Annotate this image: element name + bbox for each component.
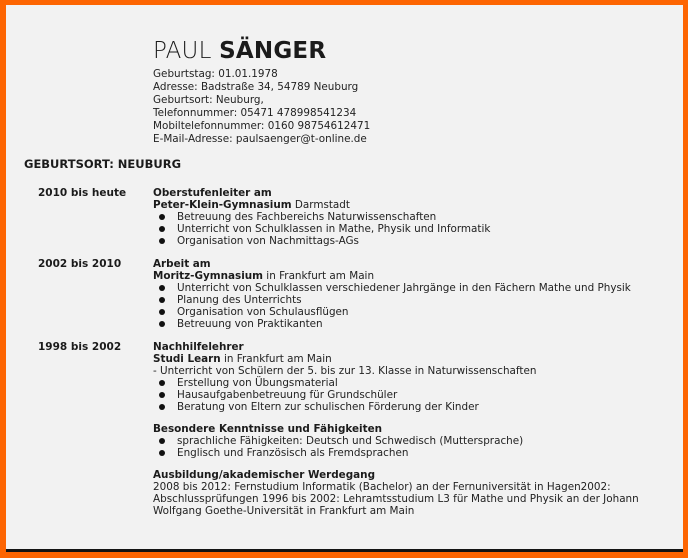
- list-item: [153, 235, 490, 247]
- contact-phone: Telefonnummer: 05471 478998541234: [153, 107, 357, 119]
- skills-bullets: [153, 435, 523, 459]
- list-item-text: Organisation von Schulausflügen: [177, 306, 349, 318]
- contact-birthday: Geburtstag: 01.01.1978: [153, 68, 278, 80]
- bullet-icon: [159, 226, 165, 232]
- list-item-text: Organisation von Nachmittags-AGs: [177, 235, 359, 247]
- entry-bullets: [153, 211, 490, 247]
- entry-bullets: [153, 377, 536, 413]
- skills-title: Besondere Kenntnisse und Fähigkeiten: [153, 423, 383, 435]
- list-item: [153, 447, 523, 459]
- entry-employer: [153, 199, 490, 211]
- education-line: Wolfgang Goethe-Universität in Frankfurt am Main: [153, 505, 415, 517]
- list-item: [153, 401, 536, 413]
- entry-location: in Frankfurt am Main: [220, 353, 332, 365]
- list-item-text: Unterricht von Schulklassen verschiedener Jahrgänge in den Fächern Mathe und Physik: [177, 282, 631, 294]
- bullet-icon: [159, 309, 165, 315]
- bullet-icon: [159, 392, 165, 398]
- bullet-icon: [159, 297, 165, 303]
- entry-title: Oberstufenleiter am: [153, 187, 272, 199]
- list-item-text: Betreuung von Praktikanten: [177, 318, 323, 330]
- entry-body: [153, 341, 536, 413]
- entry-employer: [153, 353, 536, 365]
- list-item-text: Englisch und Französisch als Fremdsprachen: [177, 447, 409, 459]
- entry-title: Arbeit am: [153, 258, 211, 270]
- first-name: PAUL: [153, 38, 212, 64]
- contact-block: [153, 68, 370, 146]
- education-line: Abschlussprüfungen 1996 bis 2002: Lehramtsstudium L3 für Mathe und Physik an der Johann: [153, 493, 639, 505]
- bullet-icon: [159, 321, 165, 327]
- bullet-icon: [159, 214, 165, 220]
- entry-note: - Unterricht von Schülern der 5. bis zur 13. Klasse in Naturwissenschaften: [153, 365, 537, 377]
- bullet-icon: [159, 380, 165, 386]
- entry-location: Darmstadt: [291, 199, 350, 211]
- bullet-icon: [159, 450, 165, 456]
- entry-org: Peter-Klein-Gymnasium: [153, 199, 292, 211]
- list-item: [153, 294, 631, 306]
- bullet-icon: [159, 438, 165, 444]
- list-item-text: Betreuung des Fachbereichs Naturwissenschaften: [177, 211, 437, 223]
- list-item: [153, 282, 631, 294]
- entry-body: [153, 187, 490, 247]
- contact-mobile: Mobiltelefonnummer: 0160 98754612471: [153, 120, 371, 132]
- education-line: 2008 bis 2012: Fernstudium Informatik (Bachelor) an der Fernuniversität in Hagen2002:: [153, 481, 611, 493]
- list-item-text: Beratung von Eltern zur schulischen Förderung der Kinder: [177, 401, 479, 413]
- entry-date: 2010 bis heute: [38, 187, 127, 199]
- contact-email: E-Mail-Adresse: paulsaenger@t-online.de: [153, 133, 367, 145]
- bullet-icon: [159, 238, 165, 244]
- list-item: [153, 223, 490, 235]
- entry-bullets: [153, 282, 631, 330]
- bottom-rule: [6, 549, 683, 552]
- entry-location: in Frankfurt am Main: [263, 270, 375, 282]
- list-item-text: Planung des Unterrichts: [177, 294, 302, 306]
- education-section: [153, 469, 639, 517]
- bullet-icon: [159, 285, 165, 291]
- education-title: Ausbildung/akademischer Werdegang: [153, 469, 376, 481]
- list-item: [153, 377, 536, 389]
- entry-employer: [153, 270, 631, 282]
- entry-org: Studi Learn: [153, 353, 221, 365]
- entry-date: 2002 bis 2010: [38, 258, 122, 270]
- list-item: [153, 435, 523, 447]
- entry-title: Nachhilfelehrer: [153, 341, 244, 353]
- list-item-text: Unterricht von Schulklassen in Mathe, Physik und Informatik: [177, 223, 491, 235]
- list-item-text: Hausaufgabenbetreuung für Grundschüler: [177, 389, 398, 401]
- resume-name: [153, 38, 326, 64]
- skills-section: [153, 423, 523, 459]
- contact-birthplace: Geburtsort: Neuburg,: [153, 94, 264, 106]
- last-name: SÄNGER: [219, 38, 327, 64]
- list-item: [153, 318, 631, 330]
- list-item-text: sprachliche Fähigkeiten: Deutsch und Schwedisch (Muttersprache): [177, 435, 524, 447]
- section-heading: GEBURTSORT: NEUBURG: [24, 157, 182, 171]
- entry-body: [153, 258, 631, 330]
- contact-address: Adresse: Badstraße 34, 54789 Neuburg: [153, 81, 359, 93]
- entry-date: 1998 bis 2002: [38, 341, 122, 353]
- list-item: [153, 389, 536, 401]
- list-item: [153, 211, 490, 223]
- list-item-text: Erstellung von Übungsmaterial: [177, 377, 338, 389]
- entry-org: Moritz-Gymnasium: [153, 270, 263, 282]
- bullet-icon: [159, 404, 165, 410]
- list-item: [153, 306, 631, 318]
